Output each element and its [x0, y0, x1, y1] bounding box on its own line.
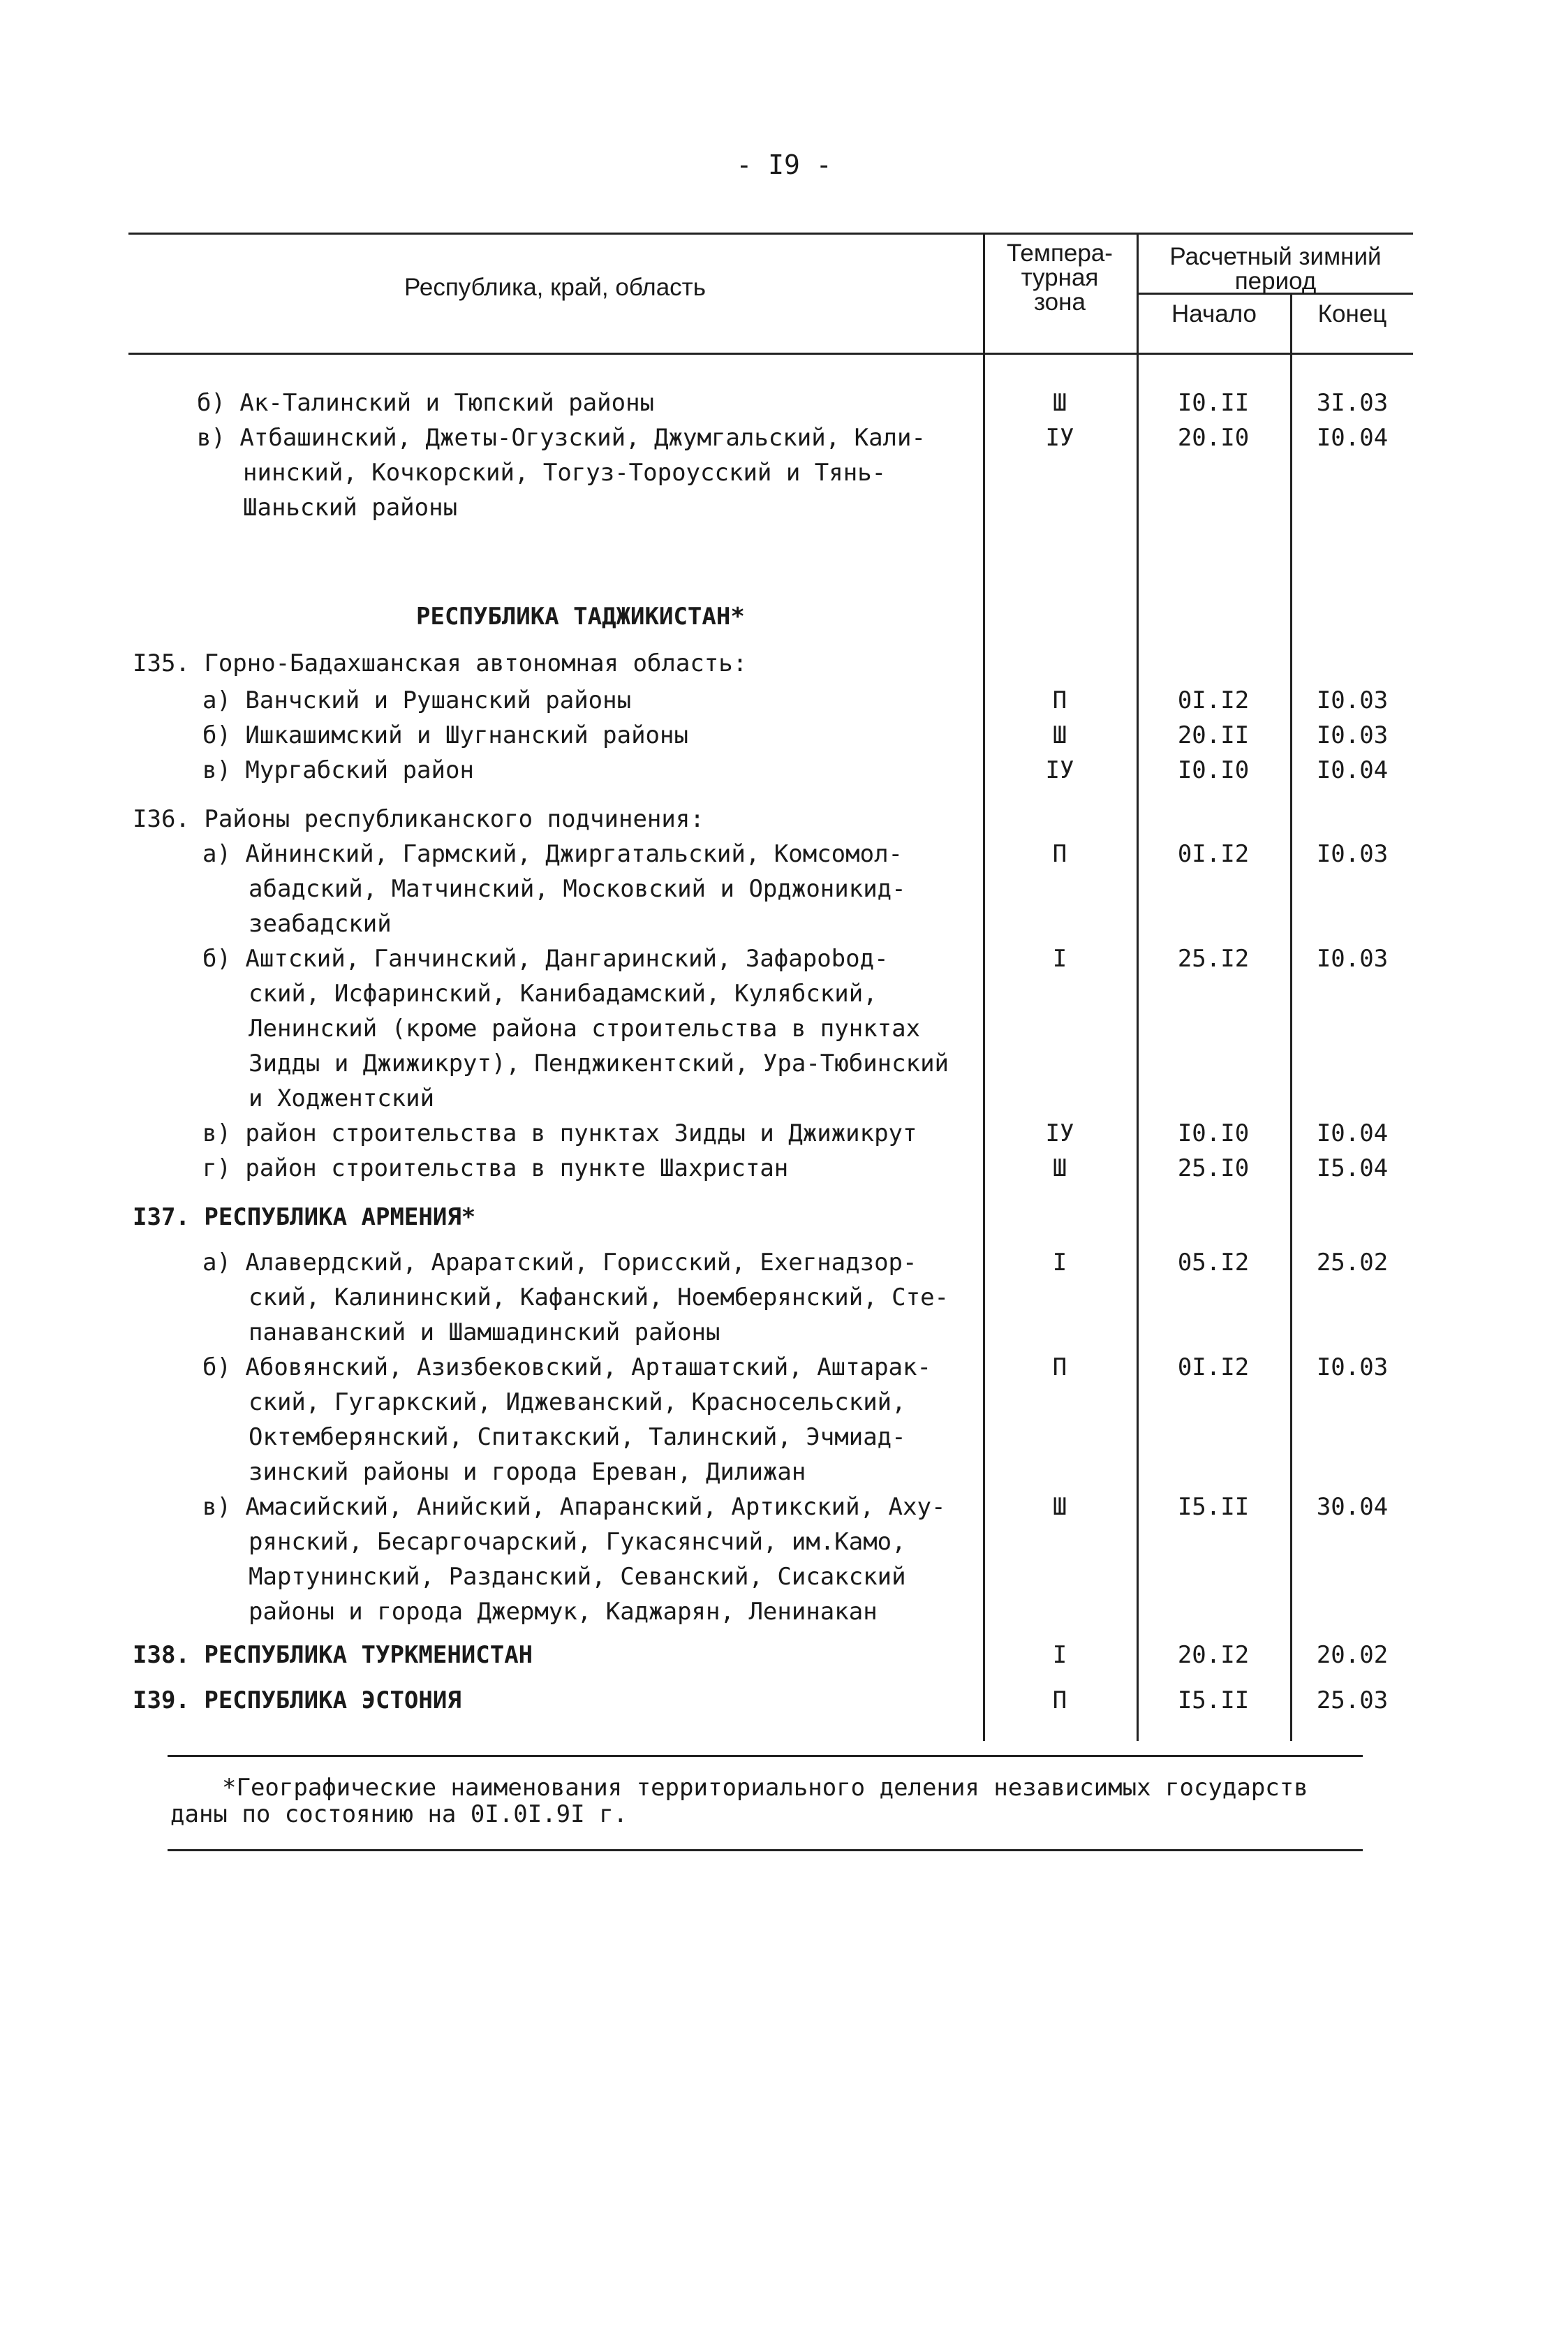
zone-cell: IУ — [1045, 1119, 1074, 1147]
header-zone-line: зона — [1034, 288, 1086, 316]
start-cell: 25.I0 — [1177, 1154, 1250, 1182]
row-text-line: I39. РЕСПУБЛИКА ЭСТОНИЯ — [133, 1686, 461, 1714]
start-cell: I5.II — [1177, 1686, 1250, 1714]
header-region: Республика, край, область — [404, 274, 706, 301]
row-text-line: ский, Гугаркский, Иджеванский, Красносельский, — [249, 1388, 906, 1416]
end-cell: 20.02 — [1316, 1641, 1389, 1669]
end-cell: 30.04 — [1316, 1493, 1389, 1521]
end-cell: I0.03 — [1316, 721, 1389, 749]
header-period-line: Расчетный зимний — [1169, 243, 1382, 270]
end-cell: I0.03 — [1316, 840, 1389, 868]
table-top-rule — [128, 233, 1413, 235]
row-text-line: зинский районы и города Ереван, Дилижан — [249, 1458, 806, 1486]
zone-cell: П — [1052, 840, 1067, 868]
header-bottom-rule — [128, 353, 1413, 355]
footnote-bottom-rule — [168, 1849, 1363, 1851]
end-cell: I0.04 — [1316, 1119, 1389, 1147]
row-text-line: в) Амасийский, Анийский, Апаранский, Артикский, Аху- — [202, 1493, 946, 1521]
row-text-line: в) район строительства в пунктах Зидды и Джижикрут — [202, 1119, 917, 1147]
start-cell: I0.II — [1177, 389, 1250, 417]
start-cell: 0I.I2 — [1177, 840, 1250, 868]
section-heading-tajikistan: РЕСПУБЛИКА ТАДЖИКИСТАН* — [416, 603, 745, 631]
zone-cell: Ш — [1052, 389, 1067, 417]
footnote-line-1: *Географические наименования территориального деления независимых государств — [222, 1774, 1308, 1802]
page-number: - I9 - — [736, 149, 832, 180]
start-cell: 0I.I2 — [1177, 686, 1250, 714]
table-row — [202, 683, 631, 718]
row-text-line: а) Айнинский, Гармский, Джиргатальский, Комсомол- — [202, 840, 903, 868]
row-text-line: б) Ак-Талинский и Тюпский районы — [197, 389, 655, 417]
footnote-top-rule — [168, 1755, 1363, 1757]
table-row — [133, 1638, 533, 1672]
row-text-line: б) Абовянский, Азизбековский, Арташатский, Аштарак- — [202, 1353, 931, 1381]
header-period — [1138, 244, 1413, 293]
end-cell: I5.04 — [1316, 1154, 1389, 1182]
zone-cell: I — [1052, 1641, 1067, 1669]
row-text-line: нинский, Кочкорский, Тогуз-Тороусский и Тянь- — [243, 459, 887, 487]
row-text-line: зеабадский — [249, 910, 392, 938]
table-row — [133, 1683, 461, 1718]
row-text-line: Октембeрянский, Спитакский, Талинский, Эчмиад- — [249, 1423, 906, 1451]
table-row — [202, 1116, 917, 1151]
start-cell: 0I.I2 — [1177, 1353, 1250, 1381]
table-row — [202, 1245, 949, 1350]
end-cell: 25.02 — [1316, 1249, 1389, 1277]
zone-cell: I — [1052, 1249, 1067, 1277]
zone-cell: Ш — [1052, 1154, 1067, 1182]
row-text-line: I35. Горно-Бадахшанская автономная область: — [133, 649, 748, 677]
zone-cell: Ш — [1052, 1493, 1067, 1521]
start-cell: 20.I0 — [1177, 424, 1250, 452]
row-text-line: б) Ишкашимский и Шугнанский районы — [202, 721, 688, 749]
end-cell: I0.03 — [1316, 945, 1389, 973]
row-text-line: ский, Калининский, Кафанский, Ноемберянский, Сте- — [249, 1284, 949, 1311]
end-cell: 3I.03 — [1316, 389, 1389, 417]
zone-cell: IУ — [1045, 756, 1074, 784]
header-end: Конец — [1317, 300, 1387, 328]
row-text-line: б) Аштский, Ганчинский, Дангаринский, Зафарobод- — [202, 945, 889, 973]
header-start: Начало — [1171, 300, 1257, 328]
zone-cell: П — [1052, 1353, 1067, 1381]
table-row — [202, 1490, 945, 1629]
row-text-line: районы и города Джермук, Каджарян, Ленинакан — [249, 1598, 878, 1626]
zone-cell: IУ — [1045, 424, 1074, 452]
end-cell: I0.04 — [1316, 756, 1389, 784]
row-text-line: I36. Районы республиканского подчинения: — [133, 805, 704, 833]
row-text-line: Ленинский (кроме района строительства в пунктах — [249, 1015, 921, 1043]
table-row — [133, 646, 747, 681]
row-text-line: в) Мургабский район — [202, 756, 474, 784]
header-zone — [984, 241, 1135, 314]
row-text-line: Шаньский районы — [243, 494, 458, 522]
row-text-line: а) Алавердский, Араратский, Горисский, Ехегнадзор- — [202, 1249, 917, 1277]
row-text-line: и Ходжентский — [249, 1084, 435, 1112]
zone-cell: П — [1052, 1686, 1067, 1714]
row-text-line: I37. РЕСПУБЛИКА АРМЕНИЯ* — [133, 1203, 476, 1231]
table-row — [202, 718, 688, 753]
zone-cell: П — [1052, 686, 1067, 714]
header-zone-line: турная — [1021, 264, 1099, 291]
zone-cell: I — [1052, 945, 1067, 973]
end-cell: I0.03 — [1316, 1353, 1389, 1381]
row-text-line: рянский, Бесаргочарский, Гукасянсчий, им.Камо, — [249, 1528, 906, 1556]
header-period-line: период — [1234, 267, 1317, 295]
row-text-line: в) Атбашинский, Джеты-Огузский, Джумгальский, Кали- — [197, 424, 926, 452]
row-text-line: а) Ванчский и Рушанский районы — [202, 686, 632, 714]
start-cell: 20.II — [1177, 721, 1250, 749]
table-row — [202, 941, 949, 1116]
end-cell: I0.03 — [1316, 686, 1389, 714]
table-row — [202, 1350, 931, 1490]
table-row — [133, 1200, 475, 1235]
end-cell: I0.04 — [1316, 424, 1389, 452]
start-cell: 25.I2 — [1177, 945, 1250, 973]
start-cell: I0.I0 — [1177, 756, 1250, 784]
table-row — [197, 420, 926, 525]
row-text-line: панаванский и Шамшадинский районы — [249, 1318, 720, 1346]
row-text-line: I38. РЕСПУБЛИКА ТУРКМЕНИСТАН — [133, 1641, 533, 1669]
table-row — [202, 1151, 788, 1186]
row-text-line: ский, Исфаринский, Канибадамский, Кулябский, — [249, 980, 878, 1008]
start-cell: I5.II — [1177, 1493, 1250, 1521]
header-zone-line: Темпера- — [1007, 240, 1113, 267]
start-cell: 20.I2 — [1177, 1641, 1250, 1669]
footnote-line-2: даны по состоянию на 0I.0I.9I г. — [170, 1800, 628, 1828]
table-row — [202, 837, 906, 941]
table-row — [197, 385, 654, 420]
row-text-line: Зидды и Джижикрут), Пенджикентский, Ура-Тюбинский — [249, 1050, 949, 1078]
table-row — [202, 753, 474, 788]
table-row — [133, 802, 704, 837]
row-text-line: г) район строительства в пункте Шахристан — [202, 1154, 789, 1182]
row-text-line: абадский, Матчинский, Московский и Орджоникид- — [249, 875, 906, 903]
end-cell: 25.03 — [1316, 1686, 1389, 1714]
zone-cell: Ш — [1052, 721, 1067, 749]
start-cell: 05.I2 — [1177, 1249, 1250, 1277]
row-text-line: Мартунинский, Разданский, Севанский, Сисакский — [249, 1563, 906, 1591]
start-cell: I0.I0 — [1177, 1119, 1250, 1147]
